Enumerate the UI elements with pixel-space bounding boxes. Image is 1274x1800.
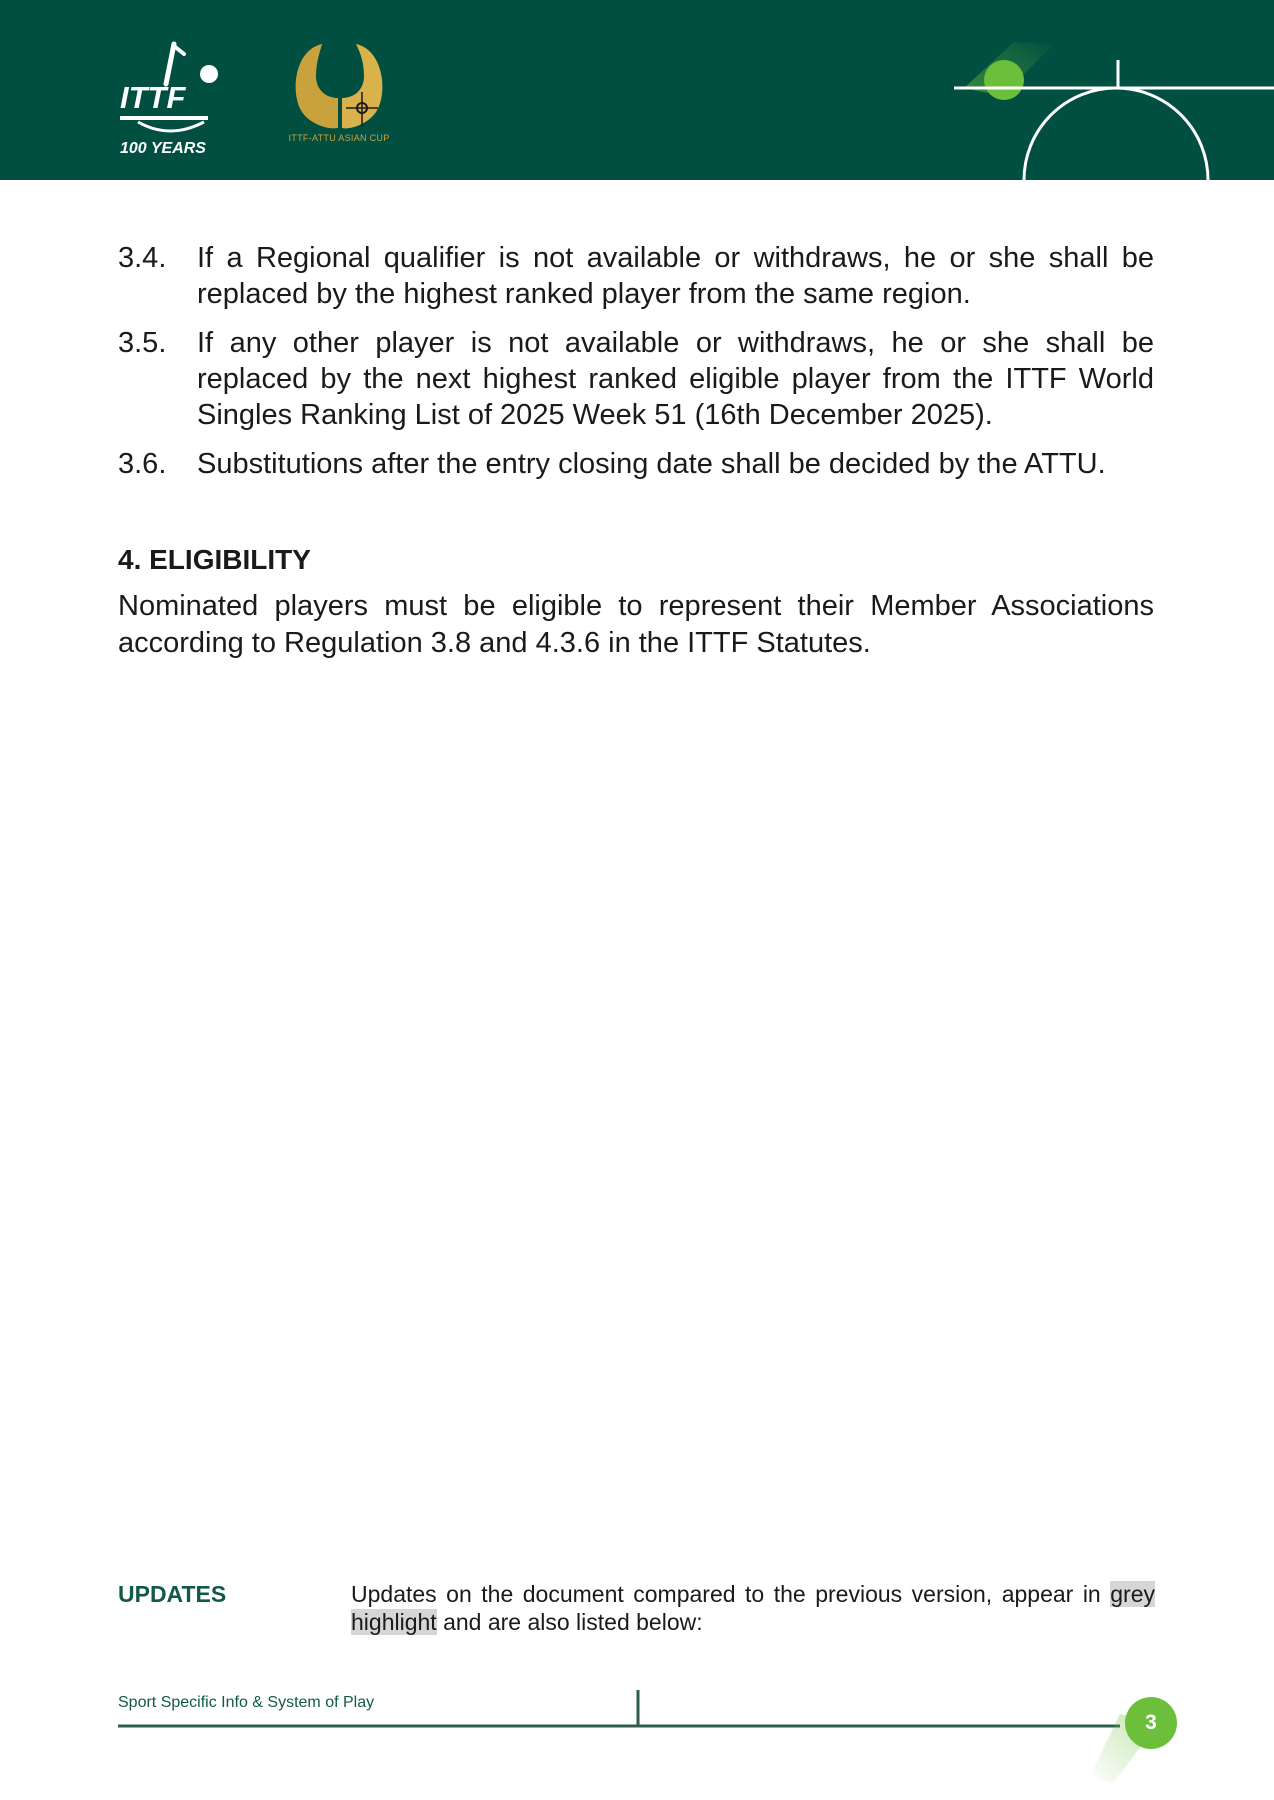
footer-decoration xyxy=(110,1680,1210,1790)
item-number: 3.6. xyxy=(118,448,167,480)
footer-label: Sport Specific Info & System of Play xyxy=(118,1694,375,1711)
item-text: If any other player is not available or withdraws, he or she shall be replaced by the next highest ranked eligible player from the ITTF World Singles Ranking List of 2025 Week 51 (16th December 2025). xyxy=(197,327,1154,431)
list-item xyxy=(118,325,1154,433)
eligibility-heading: 4. ELIGIBILITY xyxy=(118,544,311,575)
updates-text-before: Updates on the document compared to the previous version, appear in xyxy=(351,1581,1111,1607)
page-header xyxy=(0,0,1274,180)
document-body xyxy=(118,240,1154,662)
updates-text-after: and are also listed below: xyxy=(436,1609,703,1635)
item-text: Substitutions after the entry closing date shall be decided by the ATTU. xyxy=(197,448,1106,480)
page-number: 3 xyxy=(1145,1711,1157,1734)
list-item xyxy=(118,446,1154,482)
item-text: If a Regional qualifier is not available or withdraws, he or she shall be replaced by the highest ranked player from the same region. xyxy=(197,242,1154,310)
grey-highlight-text: grey highlight xyxy=(351,1581,1155,1635)
updates-label: UPDATES xyxy=(118,1581,227,1607)
ittf-years-text: 100 YEARS xyxy=(120,140,206,157)
item-number: 3.5. xyxy=(118,327,167,359)
asian-cup-text: ITTF-ATTU ASIAN CUP xyxy=(288,133,390,143)
list-item xyxy=(118,240,1154,312)
ittf-100-years-logo xyxy=(118,40,223,165)
updates-text xyxy=(351,1580,1155,1636)
ittf-logo-text: ITTF xyxy=(120,80,186,115)
eligibility-text: Nominated players must be eligible to represent their Member Associations according to Regulation 3.8 and 4.3.6 in the ITTF Statutes. xyxy=(118,590,1154,659)
item-number: 3.4. xyxy=(118,242,167,274)
table-tennis-decoration xyxy=(940,30,1274,180)
